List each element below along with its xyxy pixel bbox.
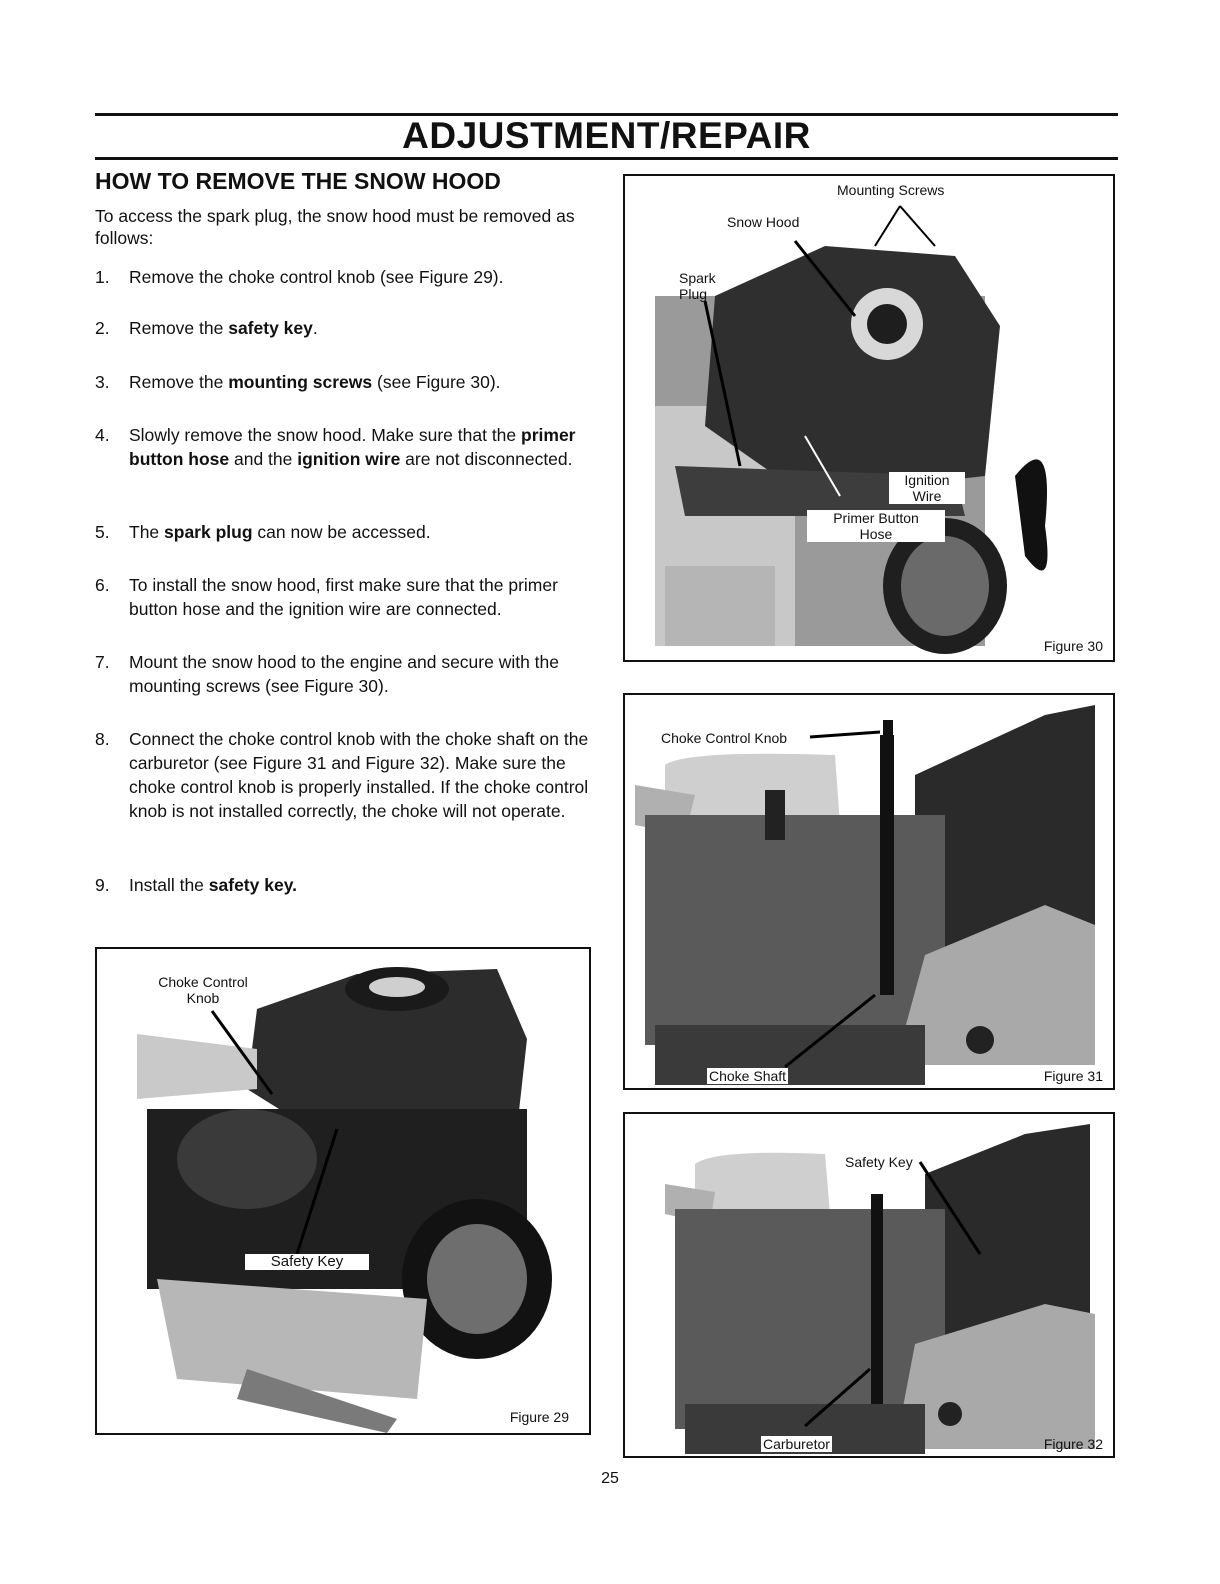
figure-29-photo: [97, 949, 589, 1433]
page-title: ADJUSTMENT/REPAIR: [402, 115, 811, 156]
step-emphasis: ignition wire: [297, 449, 401, 469]
step-text-part: and the: [229, 449, 298, 469]
section-heading: HOW TO REMOVE THE SNOW HOOD: [95, 168, 501, 194]
step-number: 5.: [95, 522, 110, 542]
step-text: [129, 650, 593, 698]
step-text: [129, 423, 593, 471]
figure-30-photo: [625, 176, 1113, 660]
step-text-part: Remove the: [129, 318, 229, 338]
step-number: 9.: [95, 875, 110, 895]
label-safety-key: Safety Key: [245, 1254, 369, 1270]
label-mounting-screws: Mounting Screws: [837, 182, 945, 198]
label-carburetor: Carburetor: [763, 1436, 830, 1452]
figure-29: [95, 947, 591, 1435]
figure-32: [623, 1112, 1115, 1458]
step-emphasis: spark plug: [164, 522, 253, 542]
figure-31: [623, 693, 1115, 1090]
figure-30: [623, 174, 1115, 662]
step-emphasis: safety key: [228, 318, 313, 338]
label-spark-plug: Spark Plug: [679, 270, 716, 302]
header-rule-bottom: [95, 157, 1118, 160]
step-text-part: .: [312, 318, 318, 338]
step-text-part: The: [129, 522, 165, 542]
label-ignition-wire: Ignition Wire: [889, 472, 965, 504]
step-text-part: Remove the: [129, 372, 229, 392]
step-text: [129, 370, 593, 394]
step-number: 7.: [95, 652, 110, 672]
step-text-part: Slowly remove the snow hood. Make sure that the: [129, 425, 522, 445]
label-primer-button-hose: Primer Button Hose: [807, 510, 945, 542]
step-text-part: Connect the choke control knob with the choke shaft on the carburetor (see Figure 31 and Figure 32). Make sure the choke control knob is properly installed. If the choke control knob is not installed correctly, the choke will not operate.: [129, 729, 589, 821]
label-choke-control-knob: Choke Control Knob: [158, 974, 248, 1006]
step-text-part: can now be accessed.: [252, 522, 431, 542]
step-text-part: Install the: [129, 875, 209, 895]
step-text-part: (see Figure 30).: [372, 372, 501, 392]
step-number: 8.: [95, 729, 110, 749]
figure-31-caption: Figure 31: [1043, 1068, 1103, 1084]
page-number: 25: [601, 1470, 619, 1487]
step-text: [129, 727, 593, 823]
step-text-part: Remove the choke control knob (see Figure 29).: [129, 267, 504, 287]
step-number: 6.: [95, 575, 110, 595]
step-number: 4.: [95, 425, 110, 445]
step-emphasis: safety key.: [208, 875, 297, 895]
label-snow-hood: Snow Hood: [727, 214, 800, 230]
figure-32-caption: Figure 32: [1043, 1436, 1103, 1452]
figure-30-caption: Figure 30: [1043, 638, 1103, 654]
step-text-part: are not disconnected.: [400, 449, 573, 469]
step-text: [129, 265, 593, 289]
label-safety-key: Safety Key: [845, 1154, 913, 1170]
step-text: [129, 520, 593, 544]
step-text-part: To install the snow hood, first make sure that the primer button hose and the ignition wire are connected.: [129, 575, 558, 619]
step-text: [129, 316, 593, 340]
figure-31-photo: [625, 695, 1113, 1088]
step-emphasis: mounting screws: [228, 372, 373, 392]
step-text: [129, 573, 593, 621]
section-intro: To access the spark plug, the snow hood must be removed as follows:: [95, 206, 575, 248]
figure-29-caption: Figure 29: [509, 1409, 569, 1425]
label-choke-control-knob: Choke Control Knob: [661, 730, 788, 746]
step-text: [129, 873, 593, 897]
label-choke-shaft: Choke Shaft: [709, 1068, 787, 1084]
step-number: 1.: [95, 267, 110, 287]
step-emphasis: primer button hose: [129, 425, 576, 469]
step-text-part: Mount the snow hood to the engine and secure with the mounting screws (see Figure 30).: [129, 652, 560, 696]
step-number: 3.: [95, 372, 110, 392]
step-number: 2.: [95, 318, 110, 338]
